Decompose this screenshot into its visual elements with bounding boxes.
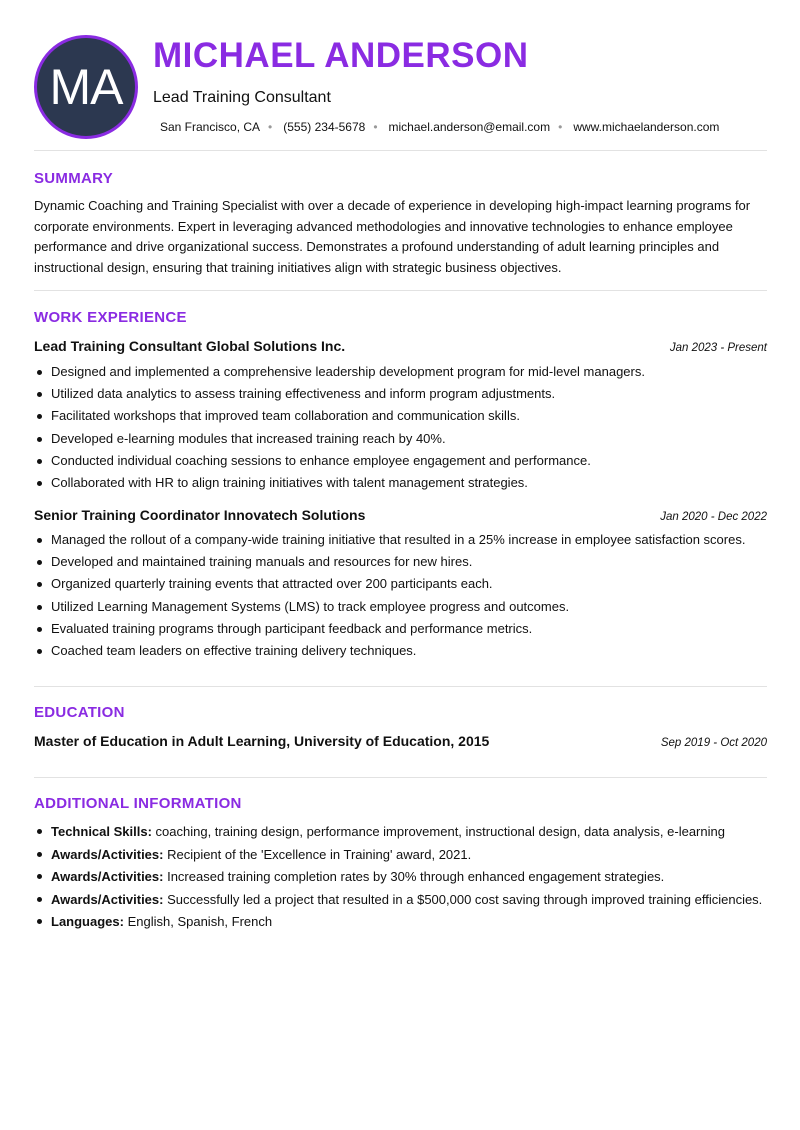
divider	[34, 150, 767, 151]
list-item: Evaluated training programs through participant feedback and performance metrics.	[34, 618, 774, 640]
section-heading-education: EDUCATION	[34, 704, 125, 721]
job-role: Lead Training Consultant Global Solutions Inc.	[34, 338, 346, 354]
job-bullets	[34, 529, 774, 662]
candidate-name: MICHAEL ANDERSON	[153, 36, 529, 75]
job-role: Senior Training Coordinator Innovatech Solutions	[34, 507, 366, 523]
section-heading-work-experience: WORK EXPERIENCE	[34, 309, 187, 326]
education-date: Sep 2019 - Oct 2020	[660, 737, 767, 749]
additional-info-list	[34, 822, 767, 935]
info-text: Successfully led a project that resulted in a $500,000 cost saving through improved training efficiencies.	[163, 891, 763, 907]
contact-phone: (555) 234-5678	[283, 120, 366, 134]
separator-dot-icon: •	[373, 120, 378, 134]
education-entry	[34, 733, 767, 749]
info-label: Languages:	[51, 914, 124, 929]
list-item: Designed and implemented a comprehensive leadership development program for mid-level managers.	[34, 361, 774, 383]
info-text: Recipient of the 'Excellence in Training' award, 2021.	[163, 846, 472, 862]
info-text: coaching, training design, performance improvement, instructional design, data analysis, e-learning	[151, 824, 725, 839]
contact-location: San Francisco, CA	[160, 120, 261, 134]
job-title: Lead Training Consultant	[153, 89, 331, 106]
info-text: Increased training completion rates by 30% through enhanced engagement strategies.	[163, 869, 665, 884]
avatar-initials: MA	[49, 59, 123, 115]
info-label: Awards/Activities:	[51, 846, 164, 862]
job-header	[34, 507, 767, 523]
list-item: Collaborated with HR to align training initiatives with talent management strategies.	[34, 472, 774, 494]
job-bullets	[34, 361, 774, 494]
separator-dot-icon: •	[558, 120, 563, 134]
list-item	[34, 890, 767, 909]
list-item	[34, 845, 767, 864]
info-label: Technical Skills:	[51, 824, 152, 839]
list-item: Conducted individual coaching sessions to enhance employee engagement and performance.	[34, 450, 774, 472]
avatar	[34, 35, 138, 139]
list-item: Utilized Learning Management Systems (LMS) to track employee progress and outcomes.	[34, 596, 774, 618]
section-heading-additional-information: ADDITIONAL INFORMATION	[34, 795, 242, 812]
list-item: Utilized data analytics to assess training effectiveness and inform program adjustments.	[34, 383, 774, 405]
info-label: Awards/Activities:	[51, 891, 164, 907]
section-heading-summary: SUMMARY	[34, 170, 114, 187]
list-item: Developed and maintained training manuals and resources for new hires.	[34, 551, 774, 573]
job-date: Jan 2023 - Present	[669, 342, 767, 354]
education-degree: Master of Education in Adult Learning, University of Education, 2015	[34, 733, 490, 749]
contact-email[interactable]: michael.anderson@email.com	[388, 120, 551, 134]
divider	[34, 290, 767, 291]
list-item	[34, 912, 767, 931]
list-item	[34, 867, 767, 886]
list-item	[34, 822, 767, 841]
list-item: Managed the rollout of a company-wide training initiative that resulted in a 25% increase in employee satisfaction scores.	[34, 529, 774, 551]
list-item: Developed e-learning modules that increased training reach by 40%.	[34, 428, 774, 450]
list-item: Facilitated workshops that improved team collaboration and communication skills.	[34, 405, 774, 427]
job-date: Jan 2020 - Dec 2022	[660, 511, 767, 523]
info-text: English, Spanish, French	[123, 914, 273, 929]
separator-dot-icon: •	[268, 120, 273, 134]
list-item: Organized quarterly training events that attracted over 200 participants each.	[34, 573, 774, 595]
divider	[34, 777, 767, 778]
list-item: Coached team leaders on effective training delivery techniques.	[34, 640, 774, 662]
divider	[34, 686, 767, 687]
contact-line	[160, 120, 719, 134]
summary-text: Dynamic Coaching and Training Specialist with over a decade of experience in developing high-impact learning programs for corporate environments. Expert in leveraging advanced methodologies and innovative technologies to enhance employee performance and drive organizational success. Demonstrates a profound understanding of adult learning principles and instructional design, ensuring that training initiatives align with strategic business objectives.	[34, 198, 751, 275]
contact-website[interactable]: www.michaelanderson.com	[573, 120, 720, 134]
job-header	[34, 338, 767, 354]
info-label: Awards/Activities:	[51, 869, 164, 884]
